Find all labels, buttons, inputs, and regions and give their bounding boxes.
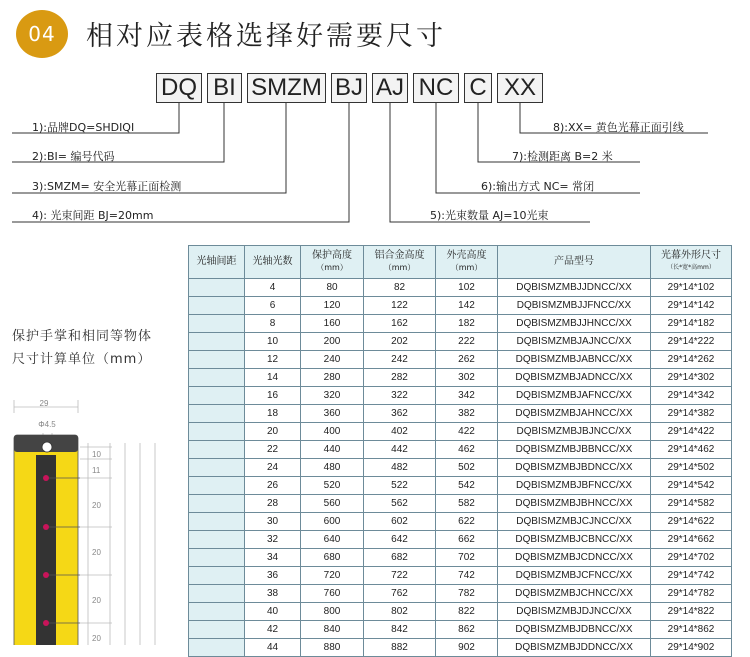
housing-height-cell: 182 <box>436 315 498 333</box>
protection-height-cell: 640 <box>301 531 364 549</box>
housing-height-cell: 422 <box>436 423 498 441</box>
protection-height-cell: 480 <box>301 459 364 477</box>
model-number-cell: DQBISMZMBJBHNCC/XX <box>498 495 651 513</box>
protection-height-cell: 80 <box>301 279 364 297</box>
protection-height-cell: 880 <box>301 639 364 657</box>
table-row <box>189 441 732 459</box>
beam-count-cell: 14 <box>245 369 301 387</box>
housing-height-cell: 822 <box>436 603 498 621</box>
aluminum-height-cell: 202 <box>364 333 436 351</box>
housing-height-cell: 702 <box>436 549 498 567</box>
housing-height-cell: 102 <box>436 279 498 297</box>
aluminum-height-cell: 162 <box>364 315 436 333</box>
housing-height-cell: 902 <box>436 639 498 657</box>
model-number-cell: DQBISMZMBJBBNCC/XX <box>498 441 651 459</box>
outline-dimensions-cell: 29*14*662 <box>651 531 732 549</box>
table-row <box>189 369 732 387</box>
drawing-dim-2: 11 <box>92 466 101 475</box>
protection-height-cell: 440 <box>301 441 364 459</box>
header-model-number: 产品型号 <box>498 246 651 279</box>
protection-height-cell: 120 <box>301 297 364 315</box>
beam-spacing-cell <box>189 369 245 387</box>
model-number-cell: DQBISMZMBJAHNCC/XX <box>498 405 651 423</box>
header-aluminum-height: 铝合金高度 （mm） <box>364 246 436 279</box>
model-number-cell: DQBISMZMBJAJNCC/XX <box>498 333 651 351</box>
beam-count-cell: 40 <box>245 603 301 621</box>
model-number-cell: DQBISMZMBJCBNCC/XX <box>498 531 651 549</box>
aluminum-height-cell: 802 <box>364 603 436 621</box>
drawing-dim-4: 20 <box>92 548 101 557</box>
table-row <box>189 585 732 603</box>
beam-count-cell: 22 <box>245 441 301 459</box>
protection-height-cell: 600 <box>301 513 364 531</box>
side-note-line-1: 保护手掌和相同等物体 <box>12 329 153 344</box>
beam-spacing-cell <box>189 567 245 585</box>
beam-count-cell: 20 <box>245 423 301 441</box>
aluminum-height-cell: 282 <box>364 369 436 387</box>
beam-spacing-cell <box>189 495 245 513</box>
beam-count-cell: 18 <box>245 405 301 423</box>
beam-count-cell: 12 <box>245 351 301 369</box>
beam-count-cell: 4 <box>245 279 301 297</box>
outline-dimensions-cell: 29*14*622 <box>651 513 732 531</box>
outline-dimensions-cell: 29*14*782 <box>651 585 732 603</box>
protection-height-cell: 840 <box>301 621 364 639</box>
table-row <box>189 423 732 441</box>
beam-spacing-cell <box>189 333 245 351</box>
beam-spacing-cell <box>189 297 245 315</box>
code-part-beam-spacing: BJ <box>331 73 367 103</box>
housing-height-cell: 302 <box>436 369 498 387</box>
model-number-cell: DQBISMZMBJCFNCC/XX <box>498 567 651 585</box>
beam-count-cell: 24 <box>245 459 301 477</box>
housing-height-cell: 342 <box>436 387 498 405</box>
beam-count-cell: 34 <box>245 549 301 567</box>
aluminum-height-cell: 122 <box>364 297 436 315</box>
housing-height-cell: 262 <box>436 351 498 369</box>
beam-spacing-cell <box>189 477 245 495</box>
table-row <box>189 279 732 297</box>
aluminum-height-cell: 362 <box>364 405 436 423</box>
beam-count-cell: 30 <box>245 513 301 531</box>
outline-dimensions-cell: 29*14*822 <box>651 603 732 621</box>
protection-height-cell: 320 <box>301 387 364 405</box>
aluminum-height-cell: 522 <box>364 477 436 495</box>
beam-count-cell: 8 <box>245 315 301 333</box>
housing-height-cell: 782 <box>436 585 498 603</box>
legend-item-2: 2):BI= 编号代码 <box>32 150 115 163</box>
protection-height-cell: 280 <box>301 369 364 387</box>
outline-dimensions-cell: 29*14*742 <box>651 567 732 585</box>
drawing-width-label: 29 <box>39 399 49 408</box>
outline-dimensions-cell: 29*14*862 <box>651 621 732 639</box>
model-number-cell: DQBISMZMBJJDNCC/XX <box>498 279 651 297</box>
housing-height-cell: 622 <box>436 513 498 531</box>
beam-count-cell: 10 <box>245 333 301 351</box>
beam-spacing-cell <box>189 603 245 621</box>
aluminum-height-cell: 82 <box>364 279 436 297</box>
aluminum-height-cell: 722 <box>364 567 436 585</box>
page-title: 相对应表格选择好需要尺寸 <box>86 21 446 52</box>
model-number-cell: DQBISMZMBJAFNCC/XX <box>498 387 651 405</box>
beam-spacing-cell <box>189 279 245 297</box>
table-row <box>189 405 732 423</box>
section-number-badge: 04 <box>16 10 68 58</box>
housing-height-cell: 662 <box>436 531 498 549</box>
model-number-cell: DQBISMZMBJCDNCC/XX <box>498 549 651 567</box>
beam-spacing-cell <box>189 531 245 549</box>
outline-dimensions-cell: 29*14*342 <box>651 387 732 405</box>
housing-height-cell: 502 <box>436 459 498 477</box>
housing-height-cell: 142 <box>436 297 498 315</box>
housing-height-cell: 222 <box>436 333 498 351</box>
housing-height-cell: 862 <box>436 621 498 639</box>
beam-count-cell: 28 <box>245 495 301 513</box>
housing-height-cell: 542 <box>436 477 498 495</box>
model-number-cell: DQBISMZMBJDJNCC/XX <box>498 603 651 621</box>
beam-spacing-cell <box>189 315 245 333</box>
side-note-line-2: 尺寸计算单位（mm） <box>12 352 152 367</box>
beam-spacing-cell <box>189 405 245 423</box>
protection-height-cell: 400 <box>301 423 364 441</box>
header-housing-height: 外壳高度 （mm） <box>436 246 498 279</box>
model-number-cell: DQBISMZMBJDDNCC/XX <box>498 639 651 657</box>
housing-height-cell: 462 <box>436 441 498 459</box>
model-number-cell: DQBISMZMBJJHNCC/XX <box>498 315 651 333</box>
protection-height-cell: 240 <box>301 351 364 369</box>
code-part-number: BI <box>207 73 242 103</box>
beam-spacing-cell <box>189 585 245 603</box>
housing-height-cell: 742 <box>436 567 498 585</box>
beam-spacing-cell <box>189 639 245 657</box>
drawing-dim-6: 20 <box>92 634 101 643</box>
aluminum-height-cell: 682 <box>364 549 436 567</box>
beam-spacing-cell <box>189 441 245 459</box>
beam-spacing-cell <box>189 621 245 639</box>
table-row <box>189 549 732 567</box>
beam-count-cell: 32 <box>245 531 301 549</box>
code-part-output-mode: NC <box>413 73 459 103</box>
beam-count-cell: 16 <box>245 387 301 405</box>
model-number-cell: DQBISMZMBJBJNCC/XX <box>498 423 651 441</box>
outline-dimensions-cell: 29*14*102 <box>651 279 732 297</box>
outline-dimensions-cell: 29*14*302 <box>651 369 732 387</box>
table-row <box>189 513 732 531</box>
table-row <box>189 639 732 657</box>
aluminum-height-cell: 762 <box>364 585 436 603</box>
protection-height-cell: 720 <box>301 567 364 585</box>
aluminum-height-cell: 322 <box>364 387 436 405</box>
outline-dimensions-cell: 29*14*422 <box>651 423 732 441</box>
outline-dimensions-cell: 29*14*902 <box>651 639 732 657</box>
model-number-cell: DQBISMZMBJCHNCC/XX <box>498 585 651 603</box>
outline-dimensions-cell: 29*14*382 <box>651 405 732 423</box>
outline-dimensions-cell: 29*14*262 <box>651 351 732 369</box>
table-row <box>189 459 732 477</box>
model-number-cell: DQBISMZMBJBDNCC/XX <box>498 459 651 477</box>
legend-item-4: 4): 光束间距 BJ=20mm <box>32 209 154 222</box>
aluminum-height-cell: 442 <box>364 441 436 459</box>
spec-table-header-row <box>189 246 732 279</box>
outline-dimensions-cell: 29*14*222 <box>651 333 732 351</box>
legend-item-5: 5):光束数量 AJ=10光束 <box>430 209 549 222</box>
table-row <box>189 495 732 513</box>
aluminum-height-cell: 602 <box>364 513 436 531</box>
aluminum-height-cell: 882 <box>364 639 436 657</box>
light-curtain-dimension-drawing <box>0 395 180 645</box>
table-row <box>189 351 732 369</box>
legend-item-8: 8):XX= 黄色光幕正面引线 <box>553 121 684 134</box>
outline-dimensions-cell: 29*14*702 <box>651 549 732 567</box>
beam-count-cell: 42 <box>245 621 301 639</box>
table-row <box>189 333 732 351</box>
protection-height-cell: 680 <box>301 549 364 567</box>
outline-dimensions-cell: 29*14*462 <box>651 441 732 459</box>
legend-item-3: 3):SMZM= 安全光幕正面检测 <box>32 180 182 193</box>
beam-count-cell: 38 <box>245 585 301 603</box>
aluminum-height-cell: 482 <box>364 459 436 477</box>
protection-height-cell: 160 <box>301 315 364 333</box>
protection-height-cell: 560 <box>301 495 364 513</box>
beam-count-cell: 26 <box>245 477 301 495</box>
drawing-hole-label: Φ4.5 <box>38 420 56 429</box>
table-row <box>189 567 732 585</box>
code-part-distance: C <box>464 73 492 103</box>
drawing-dim-1: 10 <box>92 450 101 459</box>
model-number-cell: DQBISMZMBJABNCC/XX <box>498 351 651 369</box>
outline-dimensions-cell: 29*14*542 <box>651 477 732 495</box>
model-number-cell: DQBISMZMBJDBNCC/XX <box>498 621 651 639</box>
table-row <box>189 621 732 639</box>
aluminum-height-cell: 242 <box>364 351 436 369</box>
code-part-beam-count: AJ <box>372 73 408 103</box>
beam-spacing-cell <box>189 423 245 441</box>
beam-spacing-cell <box>189 387 245 405</box>
outline-dimensions-cell: 29*14*502 <box>651 459 732 477</box>
table-row <box>189 315 732 333</box>
spec-table <box>188 245 732 657</box>
protection-height-cell: 760 <box>301 585 364 603</box>
housing-height-cell: 582 <box>436 495 498 513</box>
beam-spacing-cell <box>189 459 245 477</box>
outline-dimensions-cell: 29*14*582 <box>651 495 732 513</box>
model-number-cell: DQBISMZMBJBFNCC/XX <box>498 477 651 495</box>
beam-spacing-cell <box>189 549 245 567</box>
protection-height-cell: 520 <box>301 477 364 495</box>
drawing-dim-3: 20 <box>92 501 101 510</box>
table-row <box>189 477 732 495</box>
table-row <box>189 603 732 621</box>
header-beam-count: 光轴光数 <box>245 246 301 279</box>
header-protection-height: 保护高度 （mm） <box>301 246 364 279</box>
beam-spacing-cell <box>189 513 245 531</box>
beam-count-cell: 36 <box>245 567 301 585</box>
code-part-detection-type: SMZM <box>247 73 326 103</box>
aluminum-height-cell: 842 <box>364 621 436 639</box>
code-part-lead-wire: XX <box>497 73 543 103</box>
code-part-brand: DQ <box>156 73 202 103</box>
legend-item-1: 1):品牌DQ=SHDIQI <box>32 121 135 134</box>
legend-item-7: 7):检测距离 B=2 米 <box>512 150 613 163</box>
protection-height-cell: 200 <box>301 333 364 351</box>
model-number-cell: DQBISMZMBJADNCC/XX <box>498 369 651 387</box>
drawing-dim-5: 20 <box>92 596 101 605</box>
table-row <box>189 387 732 405</box>
table-row <box>189 297 732 315</box>
aluminum-height-cell: 562 <box>364 495 436 513</box>
model-number-cell: DQBISMZMBJCJNCC/XX <box>498 513 651 531</box>
outline-dimensions-cell: 29*14*182 <box>651 315 732 333</box>
beam-count-cell: 44 <box>245 639 301 657</box>
legend-item-6: 6):输出方式 NC= 常闭 <box>481 180 595 193</box>
aluminum-height-cell: 642 <box>364 531 436 549</box>
protection-height-cell: 800 <box>301 603 364 621</box>
header-beam-spacing: 光轴间距 <box>189 246 245 279</box>
housing-height-cell: 382 <box>436 405 498 423</box>
beam-count-cell: 6 <box>245 297 301 315</box>
protection-height-cell: 360 <box>301 405 364 423</box>
beam-spacing-cell <box>189 351 245 369</box>
outline-dimensions-cell: 29*14*142 <box>651 297 732 315</box>
table-row <box>189 531 732 549</box>
header-outline-dimensions: 光幕外形尺寸 （长*宽*高mm） <box>651 246 732 279</box>
aluminum-height-cell: 402 <box>364 423 436 441</box>
model-number-cell: DQBISMZMBJJFNCC/XX <box>498 297 651 315</box>
